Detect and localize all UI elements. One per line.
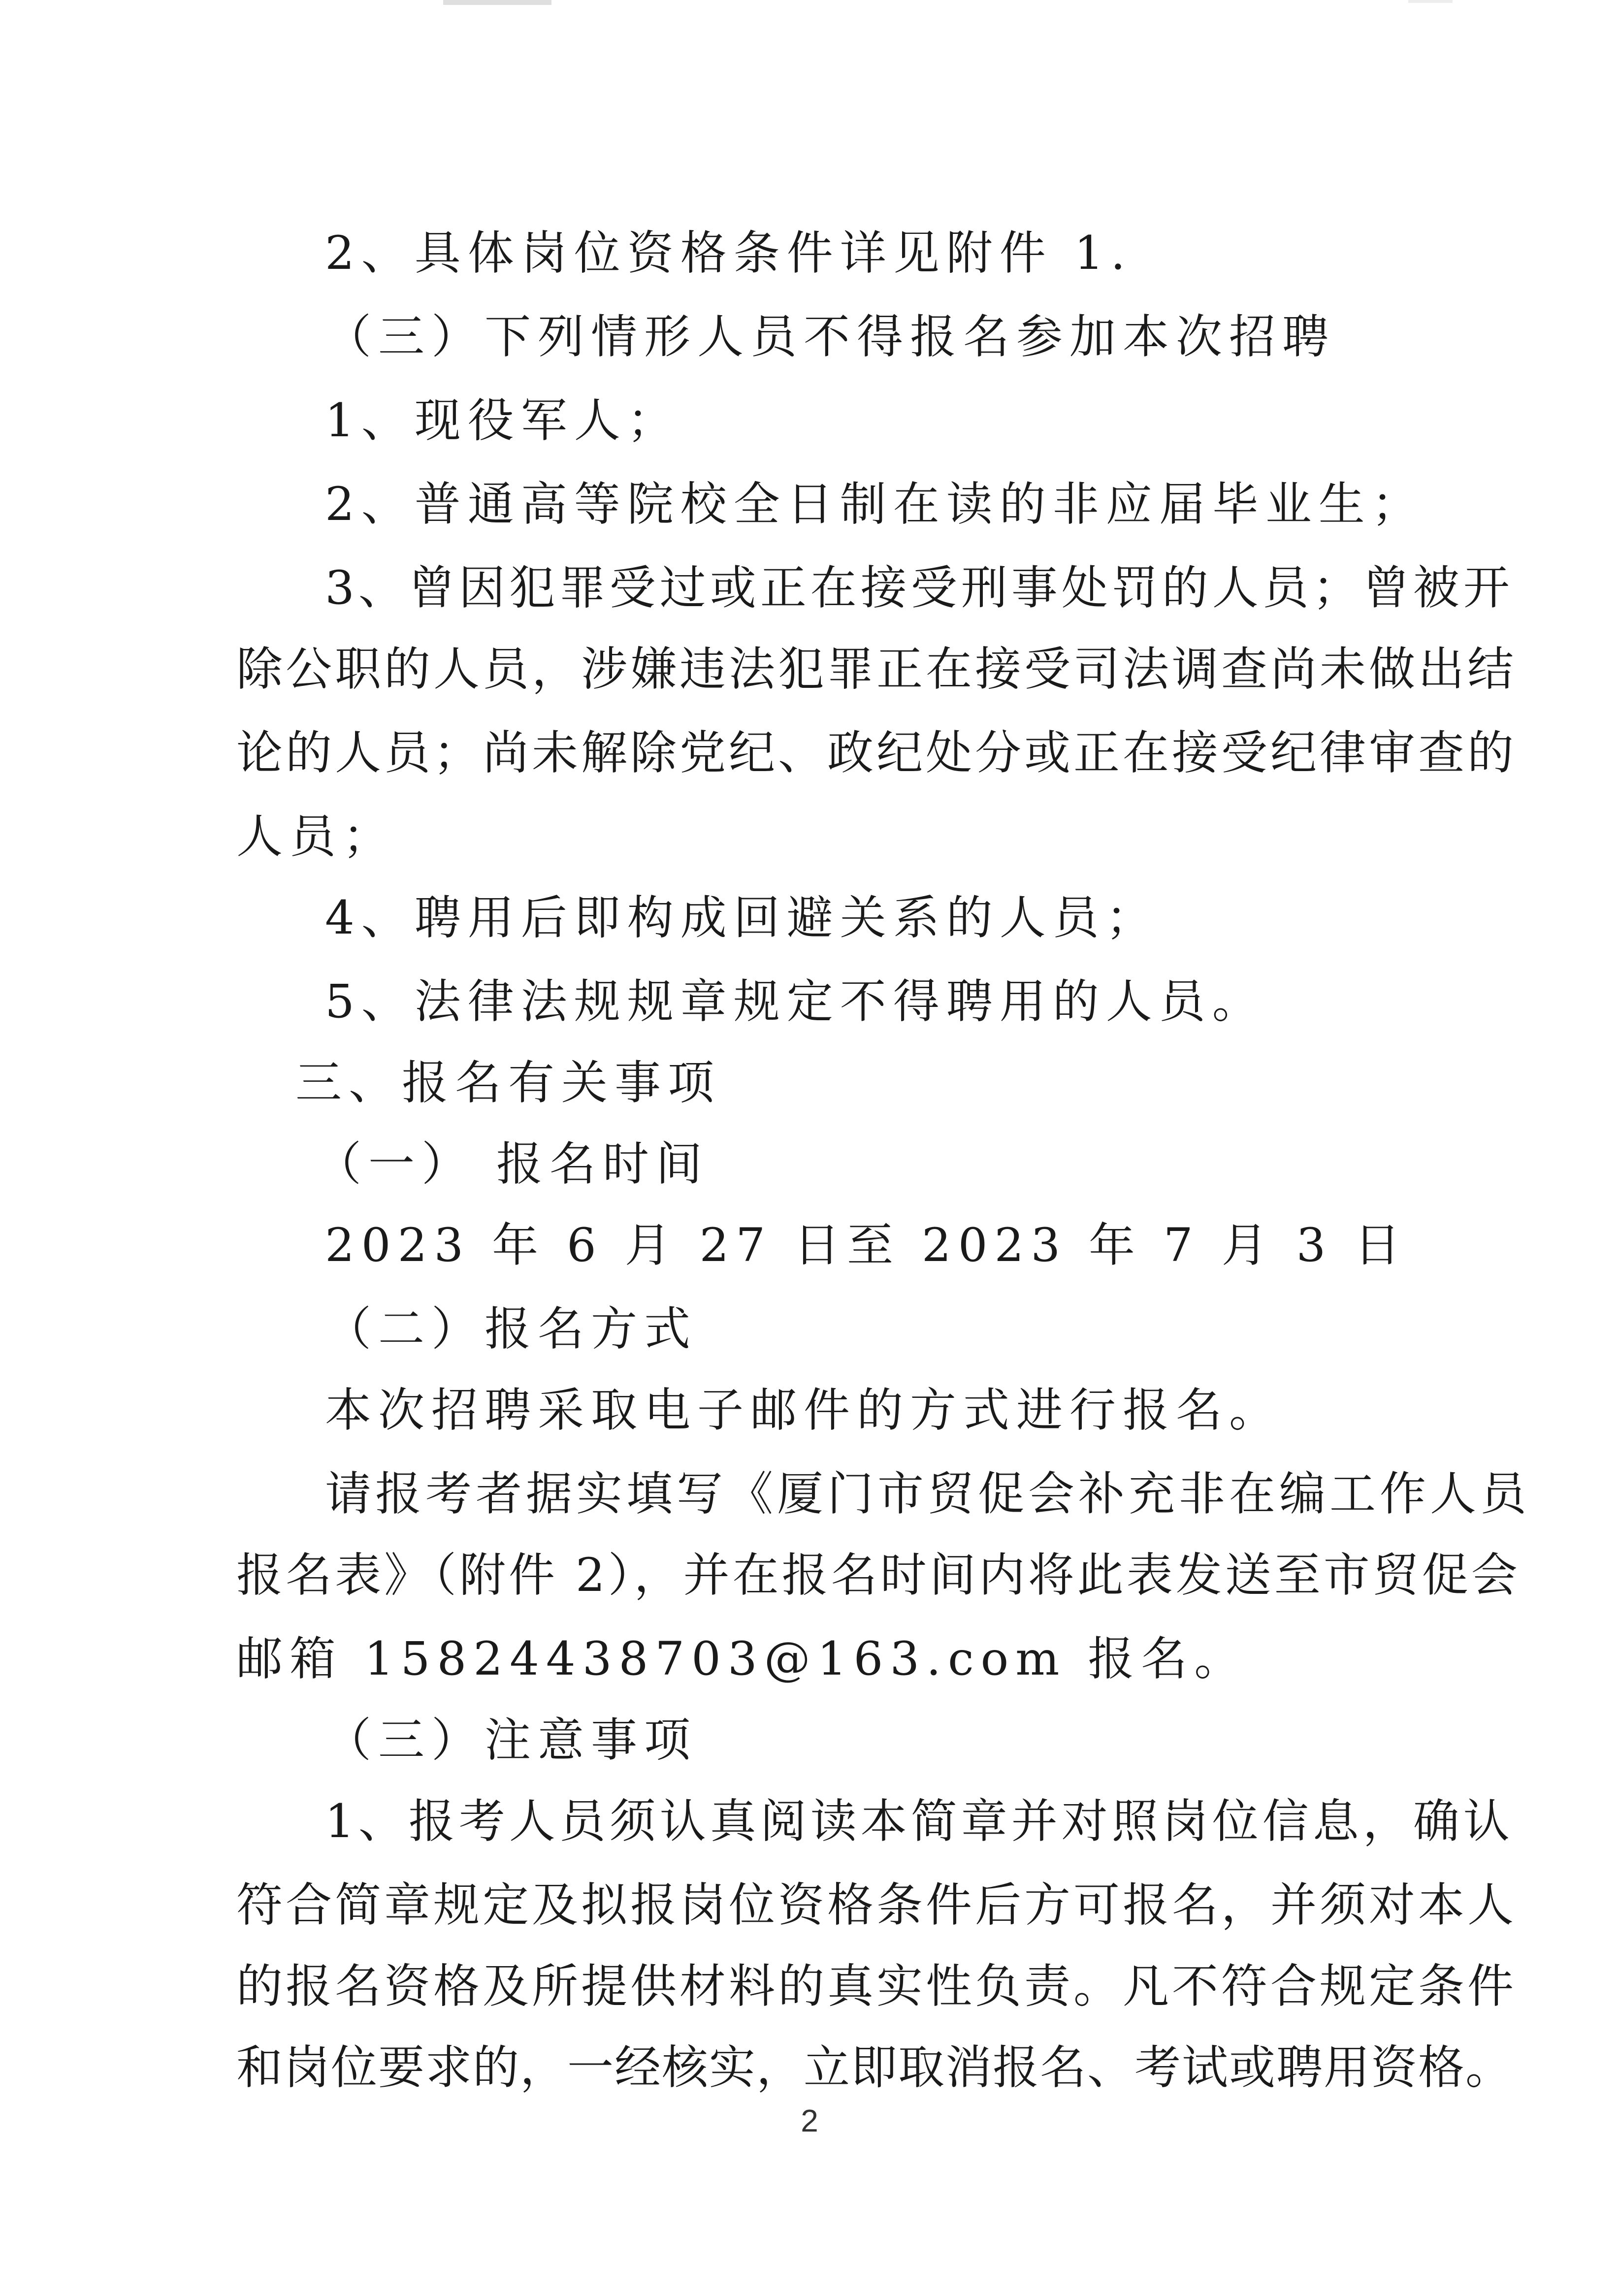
text-line: 请报考者据实填写《厦门市贸促会补充非在编工作人员 bbox=[325, 1467, 1531, 1521]
text-line: 人员； bbox=[236, 810, 396, 864]
text-line: 符合简章规定及拟报岗位资格条件后方可报名，并须对本人 bbox=[236, 1878, 1517, 1932]
scan-artifact bbox=[443, 0, 551, 5]
text-line: 报名表》（附件 2），并在报名时间内将此表发送至市贸促会 bbox=[236, 1549, 1521, 1602]
text-line: 和岗位要求的，一经核实，立即取消报名、考试或聘用资格。 bbox=[236, 2041, 1513, 2095]
text-line: 1、现役军人； bbox=[325, 394, 680, 448]
text-line: 本次招聘采取电子邮件的方式进行报名。 bbox=[325, 1384, 1283, 1437]
text-line: 5、法律法规规章规定不得聘用的人员。 bbox=[325, 975, 1265, 1029]
text-line: 4、聘用后即构成回避关系的人员； bbox=[325, 891, 1159, 945]
section-heading: （一） 报名时间 bbox=[315, 1137, 709, 1191]
text-line: 2、普通高等院校全日制在读的非应届毕业生； bbox=[325, 478, 1425, 531]
section-heading: （三）注意事项 bbox=[325, 1714, 698, 1767]
section-heading: 三、报名有关事项 bbox=[295, 1056, 721, 1110]
section-heading: （三）下列情形人员不得报名参加本次招聘 bbox=[325, 310, 1336, 364]
text-line: 除公职的人员，涉嫌违法犯罪正在接受司法调查尚未做出结 bbox=[236, 643, 1517, 696]
text-line: 3、曾因犯罪受过或正在接受刑事处罚的人员；曾被开 bbox=[325, 561, 1514, 615]
scan-artifact bbox=[1408, 0, 1453, 3]
text-line: 2023 年 6 月 27 日至 2023 年 7 月 3 日 bbox=[325, 1219, 1408, 1272]
page-number: 2 bbox=[801, 2103, 818, 2138]
text-line: 邮箱 15824438703@163.com 报名。 bbox=[236, 1632, 1248, 1686]
text-line: 2、具体岗位资格条件详见附件 1. bbox=[325, 226, 1133, 280]
section-heading: （二）报名方式 bbox=[325, 1302, 698, 1356]
text-line: 的报名资格及所提供材料的真实性负责。凡不符合规定条件 bbox=[236, 1960, 1517, 2013]
text-line: 论的人员；尚未解除党纪、政纪处分或正在接受纪律审查的 bbox=[236, 726, 1517, 780]
text-line: 1、报考人员须认真阅读本简章并对照岗位信息，确认 bbox=[325, 1795, 1514, 1848]
